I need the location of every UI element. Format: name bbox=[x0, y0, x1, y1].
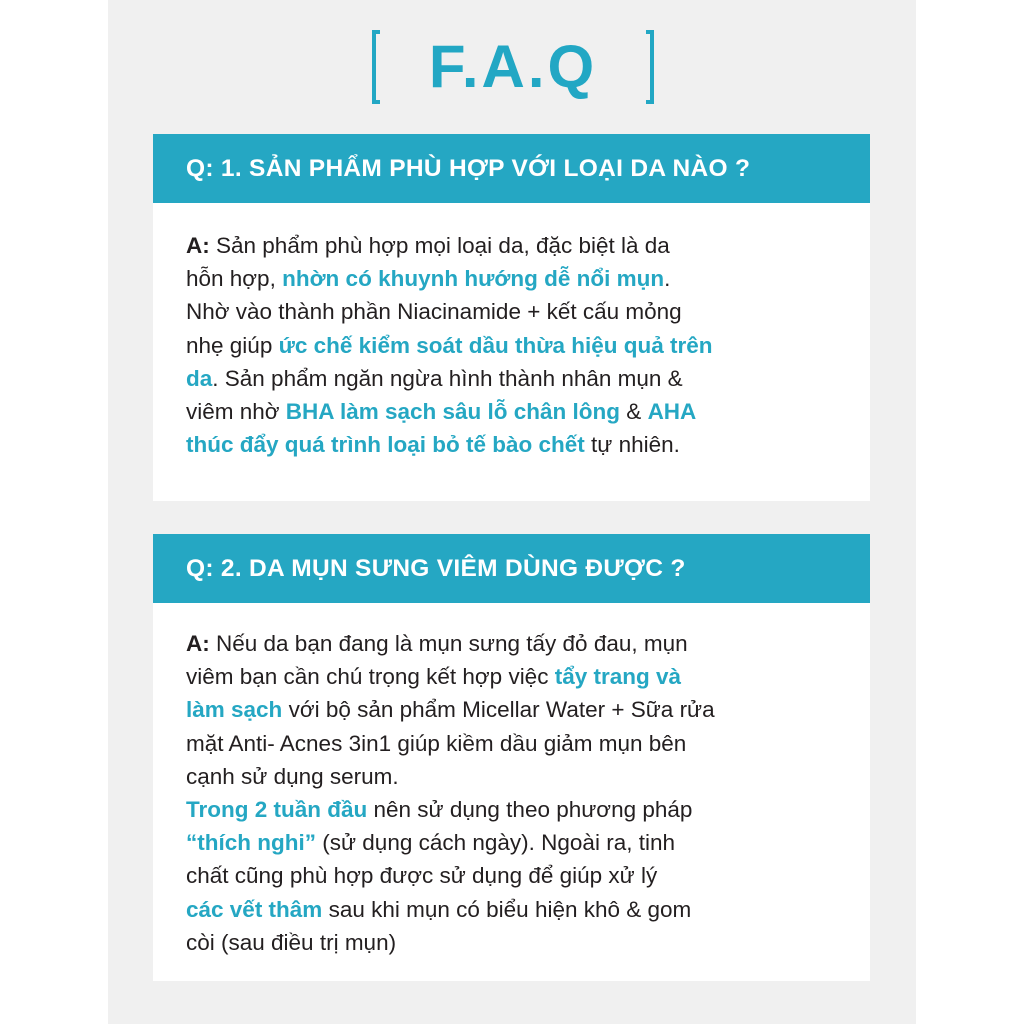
answer-line bbox=[186, 329, 850, 362]
answer-line bbox=[186, 926, 850, 959]
answer-label: A: bbox=[186, 233, 210, 258]
answer-text: sau khi mụn có biểu hiện khô & gom bbox=[322, 896, 692, 922]
right-bracket-icon bbox=[646, 30, 654, 104]
answer-line bbox=[186, 893, 850, 926]
answer-text: Nhờ vào thành phần Niacinamide + kết cấu mỏng bbox=[186, 299, 682, 325]
answer-text: hỗn hợp, bbox=[186, 266, 283, 292]
answer-text: nhẹ giúp bbox=[186, 332, 279, 358]
highlight-text: Trong 2 tuần đầu bbox=[186, 797, 368, 823]
faq-title bbox=[372, 30, 654, 104]
highlight-text: BHA làm sạch sâu lỗ chân lông bbox=[285, 399, 621, 425]
page-title: F.A.Q bbox=[428, 33, 598, 100]
answer-line bbox=[186, 229, 850, 262]
answer-line bbox=[186, 826, 850, 859]
highlight-text: thúc đẩy quá trình loại bỏ tế bào chết bbox=[186, 432, 585, 458]
question-1-bar: Q: 1. SẢN PHẨM PHÙ HỢP VỚI LOẠI DA NÀO ? bbox=[153, 134, 870, 203]
answer-1-box bbox=[153, 203, 870, 501]
answer-text: còi (sau điều trị mụn) bbox=[186, 929, 397, 955]
answer-text: Nếu da bạn đang là mụn sưng tấy đỏ đau, mụn bbox=[209, 631, 688, 656]
answer-text: (sử dụng cách ngày). Ngoài ra, tinh bbox=[315, 830, 675, 856]
answer-line bbox=[186, 395, 850, 428]
answer-label: A: bbox=[186, 631, 210, 656]
answer-line bbox=[186, 262, 850, 295]
answer-line bbox=[186, 295, 850, 328]
answer-text: chất cũng phù hợp được sử dụng để giúp xử lý bbox=[186, 863, 658, 889]
answer-line bbox=[186, 760, 850, 793]
answer-text: viêm nhờ bbox=[186, 399, 286, 425]
answer-line bbox=[186, 727, 850, 760]
answer-line bbox=[186, 660, 850, 693]
answer-text: với bộ sản phẩm Micellar Water + Sữa rửa bbox=[282, 697, 715, 723]
highlight-text: làm sạch bbox=[186, 697, 283, 723]
highlight-text: nhờn có khuynh hướng dễ nổi mụn bbox=[282, 266, 665, 292]
answer-2-box bbox=[153, 603, 870, 981]
highlight-text: da bbox=[186, 365, 213, 391]
answer-text: tự nhiên. bbox=[584, 432, 680, 458]
answer-line bbox=[186, 693, 850, 726]
answer-text: viêm bạn cần chú trọng kết hợp việc bbox=[186, 664, 555, 690]
question-2-bar: Q: 2. DA MỤN SƯNG VIÊM DÙNG ĐƯỢC ? bbox=[153, 534, 870, 603]
answer-line bbox=[186, 627, 850, 660]
answer-text: nên sử dụng theo phương pháp bbox=[367, 797, 693, 823]
answer-line bbox=[186, 362, 850, 395]
answer-line bbox=[186, 859, 850, 892]
highlight-text: “thích nghi” bbox=[186, 830, 316, 856]
highlight-text: tẩy trang và bbox=[554, 664, 682, 690]
answer-text: . Sản phẩm ngăn ngừa hình thành nhân mụn & bbox=[212, 365, 683, 391]
answer-text: . bbox=[664, 266, 671, 292]
answer-line bbox=[186, 793, 850, 826]
highlight-text: các vết thâm bbox=[186, 896, 323, 922]
answer-text: & bbox=[620, 399, 648, 425]
highlight-text: ức chế kiểm soát dầu thừa hiệu quả trên bbox=[278, 332, 713, 358]
answer-line bbox=[186, 428, 850, 461]
highlight-text: AHA bbox=[647, 399, 697, 425]
answer-text: Sản phẩm phù hợp mọi loại da, đặc biệt là da bbox=[209, 233, 670, 258]
answer-text: cạnh sử dụng serum. bbox=[186, 763, 399, 789]
answer-text: mặt Anti- Acnes 3in1 giúp kiềm dầu giảm mụn bên bbox=[186, 730, 687, 756]
